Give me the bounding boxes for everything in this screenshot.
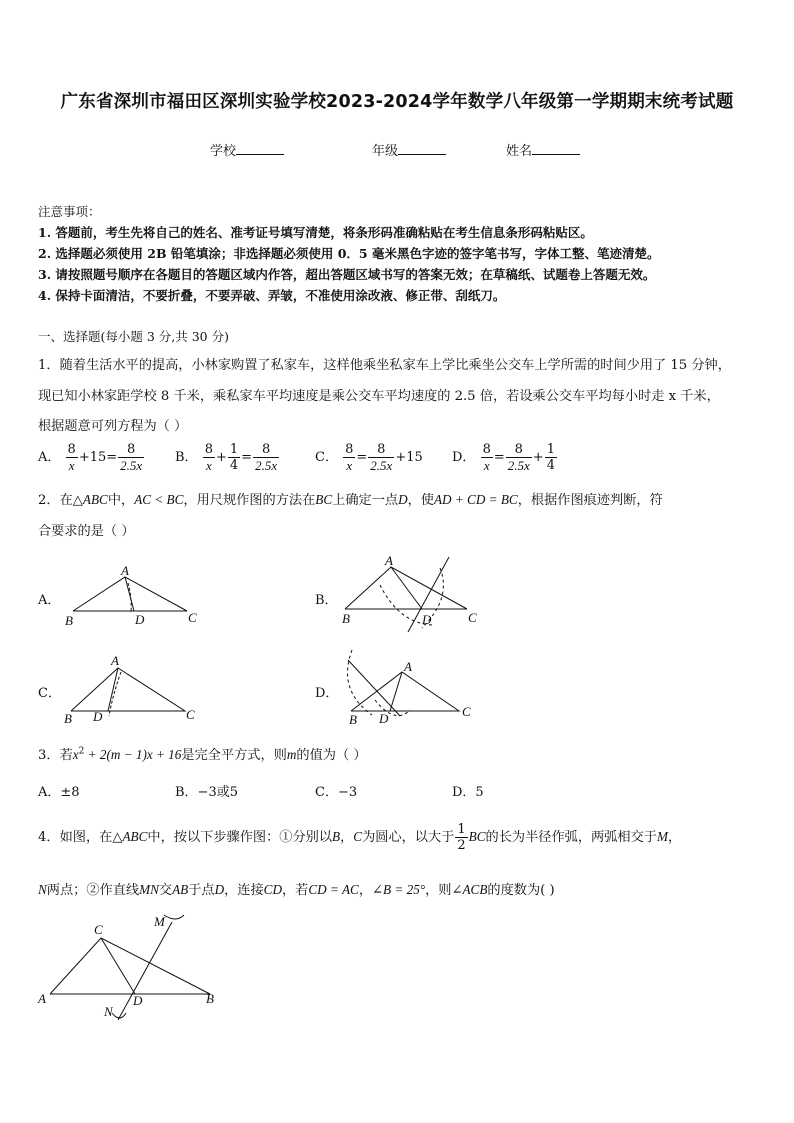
page-title: 广东省深圳市福田区深圳实验学校2023-2024学年数学八年级第一学期期末统考试题 bbox=[60, 92, 734, 112]
q2-diagram-b bbox=[345, 557, 467, 632]
point-label: B bbox=[342, 611, 350, 626]
q1-option-c[interactable]: C． $\frac{8}{x}$ = $\frac{8}{2.5x}$ +15 bbox=[315, 442, 423, 473]
q2-line: 合要求的是（ ） bbox=[38, 524, 135, 539]
q1-option-a[interactable]: A． $\frac{8}{x}$ +15= $\frac{8}{2.5x}$ bbox=[38, 442, 143, 473]
q4-line: N两点；②作直线MN交AB于点D，连接CD，若CD = AC，∠B = 25°，则∠ACB的度数为( ) bbox=[38, 882, 555, 898]
point-label: A bbox=[121, 563, 129, 578]
q2-option-b-label[interactable]: B． bbox=[315, 593, 338, 608]
point-label: A bbox=[404, 659, 412, 674]
point-label: C bbox=[94, 922, 103, 937]
q2-diagram-c bbox=[71, 668, 185, 716]
q1-option-b[interactable]: B． $\frac{8}{x}$ + $\frac{1}{4}$ = $\frac{8}{2.5x}$ bbox=[175, 442, 278, 473]
note-item: 4. 保持卡面清洁，不要折叠，不要弄破、弄皱，不准使用涂改液、修正带、刮纸刀。 bbox=[38, 288, 506, 303]
note-item: 1. 答题前，考生先将自己的姓名、准考证号填写清楚，将条形码准确粘贴在考生信息条形码粘贴区。 bbox=[38, 225, 593, 240]
point-label: D bbox=[135, 612, 145, 627]
q2-option-c-label[interactable]: C． bbox=[38, 686, 61, 701]
point-label: D bbox=[133, 993, 143, 1008]
point-label: C bbox=[188, 610, 197, 625]
point-label: C bbox=[186, 707, 195, 722]
q3-option-b[interactable]: B．−3或5 bbox=[175, 785, 238, 800]
notes-heading: 注意事项： bbox=[38, 204, 101, 219]
q2-line: 2．在△ABC中，AC < BC，用尺规作图的方法在BC上确定一点D，使AD + CD = BC，根据作图痕迹判断，符 bbox=[38, 492, 663, 508]
q1-line: 现已知小林家距学校 8 千米，乘私家车平均速度是乘公交车平均速度的 2.5 倍，若设乘公交车平均每小时走 x 千米， bbox=[38, 389, 720, 404]
point-label: D bbox=[93, 709, 103, 724]
point-label: C bbox=[462, 704, 471, 719]
q2-option-a-label[interactable]: A． bbox=[38, 593, 61, 608]
q1-line: 1．随着生活水平的提高，小林家购置了私家车，这样他乘坐私家车上学比乘坐公交车上学所需的时间少用了 15 分钟， bbox=[38, 358, 731, 373]
point-label: N bbox=[104, 1004, 113, 1019]
point-label: B bbox=[349, 712, 357, 727]
point-label: A bbox=[38, 991, 46, 1006]
grade-label: 年级 bbox=[372, 144, 399, 159]
point-label: B bbox=[64, 711, 72, 726]
point-label: D bbox=[422, 612, 432, 627]
q3-option-c[interactable]: C．−3 bbox=[315, 785, 358, 800]
q1-option-d[interactable]: D． $\frac{8}{x}$ = $\frac{8}{2.5x}$ + $\frac{1}{4}$ bbox=[452, 442, 555, 473]
point-label: B bbox=[65, 613, 73, 628]
school-label: 学校 bbox=[210, 144, 237, 159]
q4-line: 4．如图，在△ABC中，按以下步骤作图：①分别以B，C为圆心，以大于 $\frac{1}{2}$ BC的长为半径作弧，两弧相交于M， bbox=[38, 822, 682, 853]
point-label: M bbox=[154, 914, 165, 929]
point-label: D bbox=[379, 711, 389, 726]
q3-line: 3．若$x^2 + 2(m - 1)x + 16$是完全平方式，则m的值为（ ） bbox=[38, 746, 367, 763]
point-label: A bbox=[111, 653, 119, 668]
note-item: 2. 选择题必须使用 2B 铅笔填涂；非选择题必须使用 0．5 毫米黑色字迹的签字笔书写，字体工整、笔迹清楚。 bbox=[38, 246, 660, 261]
point-label: B bbox=[206, 991, 214, 1006]
name-label: 姓名 bbox=[506, 144, 533, 159]
q2-option-d-label[interactable]: D． bbox=[315, 686, 339, 701]
q1-line: 根据题意可列方程为（ ） bbox=[38, 419, 188, 434]
q2-point-labels bbox=[37, 553, 477, 1019]
section-heading: 一、选择题(每小题 3 分,共 30 分) bbox=[38, 329, 229, 344]
q4-diagram bbox=[50, 915, 210, 1020]
point-label: C bbox=[468, 610, 477, 625]
note-item: 3. 请按照题号顺序在各题目的答题区域内作答，超出答题区域书写的答案无效；在草稿纸、试题卷上答题无效。 bbox=[38, 267, 656, 282]
q3-option-a[interactable]: A．±8 bbox=[38, 785, 80, 800]
q2-diagram-a bbox=[73, 577, 187, 613]
point-label: A bbox=[385, 553, 393, 568]
q3-option-d[interactable]: D．5 bbox=[452, 785, 484, 800]
